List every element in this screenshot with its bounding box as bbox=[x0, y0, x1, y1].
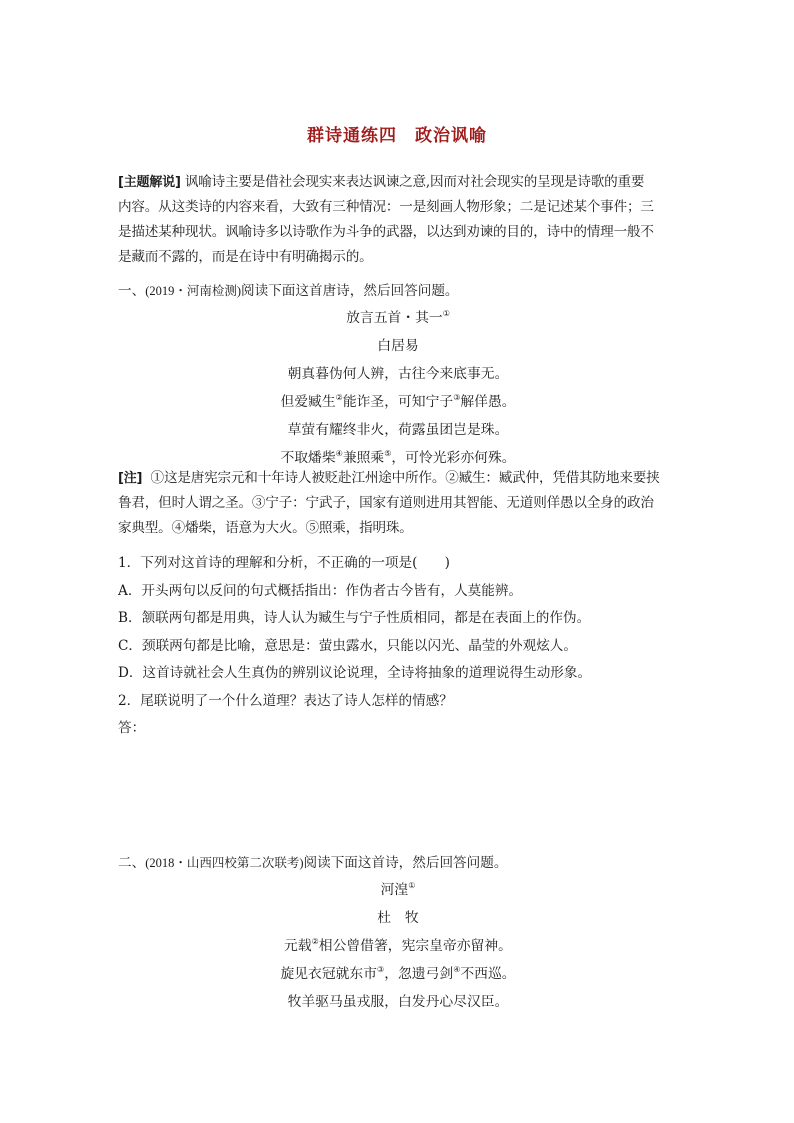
poem-line: 旋见衣冠就东市③，忽遗弓剑④不西巡。 bbox=[280, 965, 516, 982]
answer-label: 答： bbox=[118, 720, 146, 736]
intro-line: 是藏而不露的，而是在诗中有明确揭示的。 bbox=[118, 249, 373, 265]
poem-author: 杜 牧 bbox=[377, 910, 419, 926]
section-source: (2019・河南检测) bbox=[145, 284, 242, 298]
option-a: A．开头两句以反问的句式概括指出：作伪者古今皆有，人莫能辨。 bbox=[118, 582, 523, 599]
footnote-marker: ① bbox=[442, 309, 450, 318]
poem-author: 白居易 bbox=[377, 338, 419, 354]
option-d: D．这首诗就社会人生真伪的辨别议论说理，全诗将抽象的道理说得生动形象。 bbox=[118, 665, 592, 681]
poem-line: 但爱臧生②能诈圣，可知宁子③解佯愚。 bbox=[280, 393, 516, 410]
option-b: B．颔联两句都是用典，诗人认为臧生与宁子性质相同，都是在表面上的作伪。 bbox=[118, 610, 591, 626]
question-2: 2．尾联说明了一个什么道理？表达了诗人怎样的情感？ bbox=[118, 692, 453, 709]
poem-notes bbox=[118, 466, 678, 541]
theme-intro bbox=[118, 170, 678, 270]
poem-2 bbox=[118, 878, 678, 1018]
poem-1 bbox=[118, 306, 678, 474]
poem-line: 牧羊驱马虽戎服，白发丹心尽汉臣。 bbox=[287, 994, 509, 1010]
note-text: 家典型。④燔柴，语意为大火。⑤照乘，指明珠。 bbox=[118, 520, 413, 536]
poem-line: 草萤有耀终非火，荷露虽团岂是珠。 bbox=[287, 422, 509, 438]
footnote-marker: ③ bbox=[377, 965, 385, 974]
section-number: 一、 bbox=[118, 283, 146, 299]
question-1: 1．下列对这首诗的理解和分析，不正确的一项是( ) bbox=[118, 555, 450, 571]
note-text: 鲁君，但时人谓之圣。③宁子：宁武子，国家有道则进用其智能、无道则佯愚以全身的政治 bbox=[118, 495, 654, 511]
section-2-heading bbox=[118, 851, 678, 876]
intro-line: 是描述某种现状。讽喻诗多以诗歌作为斗争的武器，以达到劝谏的目的，诗中的情理一般不 bbox=[118, 224, 654, 240]
section-source: (2018・山西四校第二次联考) bbox=[145, 856, 304, 870]
section-1-heading bbox=[118, 279, 678, 304]
intro-text: 讽喻诗主要是借社会现实来表达讽谏之意,因而对社会现实的呈现是诗歌的重要 bbox=[184, 174, 645, 190]
section-number: 二、 bbox=[118, 855, 146, 871]
intro-line: 内容。从这类诗的内容来看，大致有三种情况：一是刻画人物形象；二是记述某个事件；三 bbox=[118, 199, 654, 215]
footnote-marker: ⑤ bbox=[384, 449, 392, 458]
intro-line bbox=[118, 170, 678, 195]
poem-title: 放言五首・其一 bbox=[346, 310, 443, 326]
option-c: C．颈联两句都是比喻，意思是：萤虫露水，只能以闪光、晶莹的外观炫人。 bbox=[118, 637, 577, 654]
footnote-marker: ② bbox=[335, 393, 343, 402]
footnote-marker: ② bbox=[311, 937, 319, 946]
footnote-marker: ④ bbox=[453, 965, 461, 974]
footnote-marker: ③ bbox=[453, 393, 461, 402]
page-title: 群诗通练四 政治讽喻 bbox=[307, 126, 487, 146]
notes-label: [注] bbox=[118, 471, 143, 486]
poem-line: 朝真暮伪何人辨，古往今来底事无。 bbox=[287, 366, 509, 382]
poem-title: 河湟 bbox=[380, 882, 409, 898]
section-instruction: 阅读下面这首唐诗，然后回答问题。 bbox=[241, 283, 459, 299]
footnote-marker: ④ bbox=[335, 449, 343, 458]
section-instruction: 阅读下面这首诗，然后回答问题。 bbox=[303, 855, 508, 871]
intro-label: [主题解说] bbox=[118, 175, 181, 190]
questions bbox=[118, 550, 678, 743]
note-text: ①这是唐宪宗元和十年诗人被贬赴江州途中所作。②臧生：臧武仲，凭借其防地来要挟 bbox=[150, 470, 660, 486]
footnote-marker: ① bbox=[408, 881, 416, 890]
poem-line: 不取燔柴④兼照乘⑤，可怜光彩亦何殊。 bbox=[280, 449, 516, 466]
poem-line: 元载②相公曾借箸，宪宗皇帝亦留神。 bbox=[284, 937, 512, 954]
